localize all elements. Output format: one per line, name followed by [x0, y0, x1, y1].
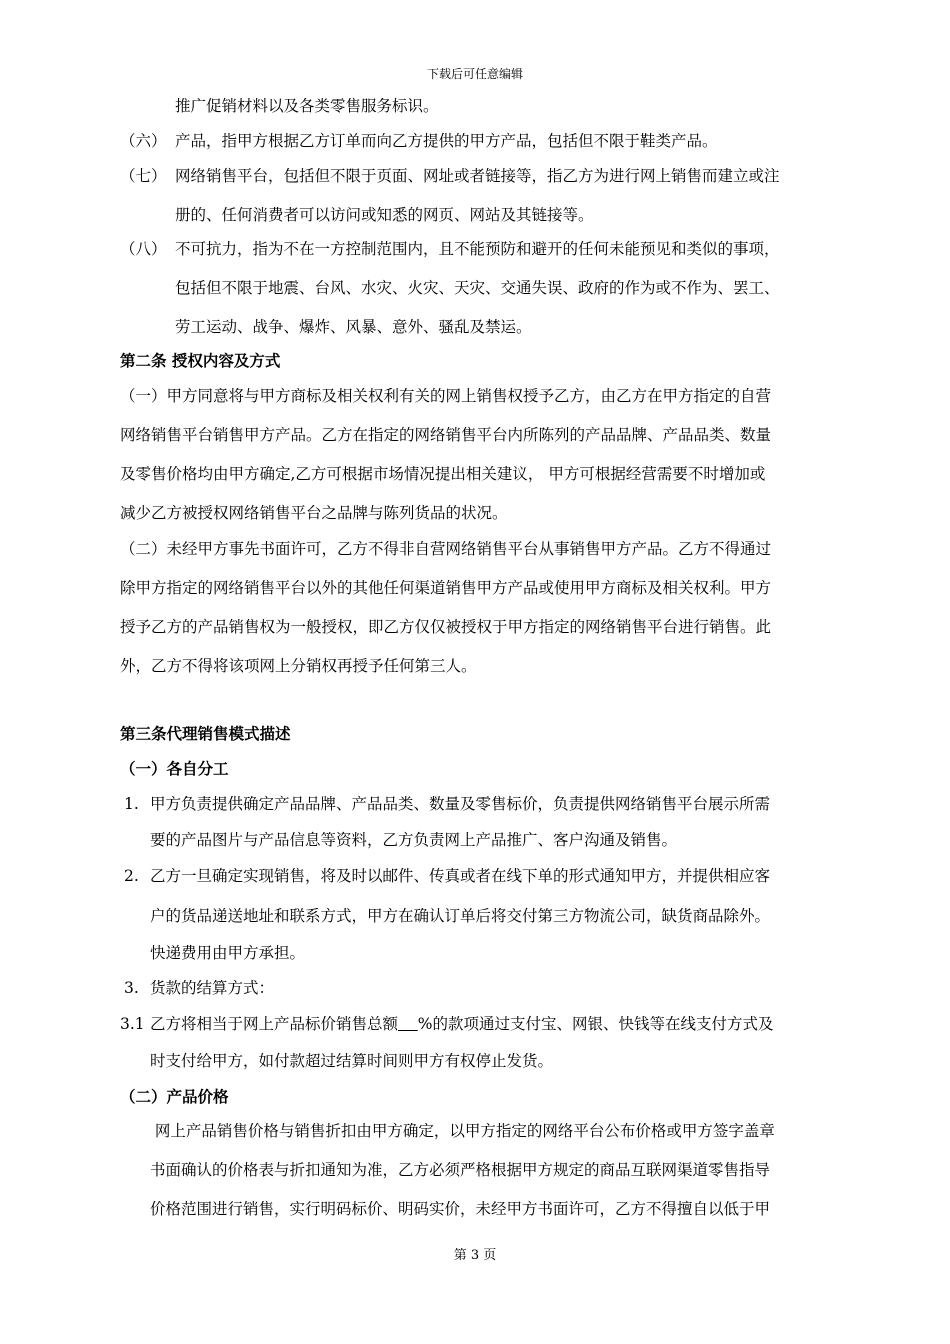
article-3-item-3-1-number: 3.1	[120, 1015, 145, 1033]
article-3-title: 第三条代理销售模式描述	[120, 724, 291, 743]
settlement-percentage-blank	[398, 1015, 418, 1033]
definition-item-7-text: 网络销售平台，包括但不限于页面、网址或者链接等，指乙方为进行网上销售而建立或注	[175, 167, 780, 185]
definition-item-8-number: （八）	[120, 240, 167, 258]
article-2-paragraph-1-line-3: 及零售价格均由甲方确定,乙方可根据市场情况提出相关建议， 甲方可根据经营需要不时增加或	[120, 465, 766, 483]
article-2-paragraph-1-line-1: （一）甲方同意将与甲方商标及相关权利有关的网上销售权授予乙方，由乙方在甲方指定的自营	[120, 387, 772, 405]
definition-item-6-number: （六）	[120, 132, 167, 150]
article-2-paragraph-2-line-3: 授予乙方的产品销售权为一般授权，即乙方仅仅被授权于甲方指定的网络销售平台进行销售。此	[120, 618, 772, 636]
article-3-item-3-number: 3.	[124, 979, 139, 997]
definition-item-8-text-cont-2: 劳工运动、战争、爆炸、风暴、意外、骚乱及禁运。	[175, 318, 532, 336]
article-3-item-2-line-2: 户的货品递送地址和联系方式，甲方在确认订单后将交付第三方物流公司，缺货商品除外。	[150, 907, 771, 925]
article-3-item-3-1-line-1	[150, 1013, 773, 1035]
article-3-item-3-line-1: 货款的结算方式：	[150, 979, 275, 997]
article-3-section-1-title: （一）各自分工	[120, 759, 229, 778]
article-3-item-1-line-1: 甲方负责提供确定产品品牌、产品品类、数量及零售标价，负责提供网络销售平台展示所需	[150, 795, 771, 813]
definition-item-7-number: （七）	[120, 167, 167, 185]
article-3-item-1-number: 1.	[124, 795, 139, 813]
definition-item-7-text-cont: 册的、任何消费者可以访问或知悉的网页、网站及其链接等。	[175, 206, 594, 224]
settlement-text-before-blank: 乙方将相当于网上产品标价销售总额	[150, 1015, 399, 1033]
article-2-paragraph-2-line-4: 外，乙方不得将该项网上分销权再授予任何第三人。	[120, 657, 477, 675]
article-2-paragraph-2-line-2: 除甲方指定的网络销售平台以外的其他任何渠道销售甲方产品或使用甲方商标及相关权利。甲方	[120, 579, 772, 597]
article-2-paragraph-1-line-2: 网络销售平台销售甲方产品。乙方在指定的网络销售平台内所陈列的产品品牌、产品品类、数量	[120, 426, 772, 444]
article-3-section-2-line-2: 书面确认的价格表与折扣通知为准，乙方必须严格根据甲方规定的商品互联网渠道零售指导	[150, 1161, 771, 1179]
article-3-section-2-title: （二）产品价格	[120, 1087, 229, 1106]
article-3-section-2-line-3: 价格范围进行销售，实行明码标价、明码实价，未经甲方书面许可，乙方不得擅自以低于甲	[150, 1200, 771, 1218]
article-3-item-2-line-3: 快递费用由甲方承担。	[150, 944, 306, 962]
article-2-title: 第二条 授权内容及方式	[120, 351, 281, 370]
article-3-item-2-line-1: 乙方一旦确定实现销售，将及时以邮件、传真或者在线下单的形式通知甲方，并提供相应客	[150, 867, 771, 885]
definition-item-6-text: 产品，指甲方根据乙方订单而向乙方提供的甲方产品，包括但不限于鞋类产品。	[175, 132, 718, 150]
article-3-item-3-1-line-2: 时支付给甲方，如付款超过结算时间则甲方有权停止发货。	[150, 1052, 554, 1070]
definition-continuation: 推广促销材料以及各类零售服务标识。	[175, 97, 439, 115]
definition-item-8-text: 不可抗力，指为不在一方控制范围内，且不能预防和避开的任何未能预见和类似的事项，	[175, 240, 780, 258]
page-header: 下载后可任意编辑	[426, 67, 523, 81]
article-3-item-2-number: 2.	[124, 867, 139, 885]
page-number-footer: 第 3 页	[453, 1248, 497, 1263]
definition-item-8-text-cont-1: 包括但不限于地震、台风、水灾、火灾、天灾、交通失误、政府的作为或不作为、罢工、	[175, 279, 780, 297]
article-3-section-2-line-1: 网上产品销售价格与销售折扣由甲方确定，以甲方指定的网络平台公布价格或甲方签字盖章	[150, 1122, 775, 1140]
article-2-paragraph-1-line-4: 减少乙方被授权网络销售平台之品牌与陈列货品的状况。	[120, 504, 508, 522]
article-3-item-1-line-2: 要的产品图片与产品信息等资料，乙方负责网上产品推广、客户沟通及销售。	[150, 831, 678, 849]
article-2-paragraph-2-line-1: （二）未经甲方事先书面许可，乙方不得非自营网络销售平台从事销售甲方产品。乙方不得通过	[120, 540, 772, 558]
settlement-text-after-blank: %的款项通过支付宝、网银、快钱等在线支付方式及	[417, 1015, 774, 1033]
